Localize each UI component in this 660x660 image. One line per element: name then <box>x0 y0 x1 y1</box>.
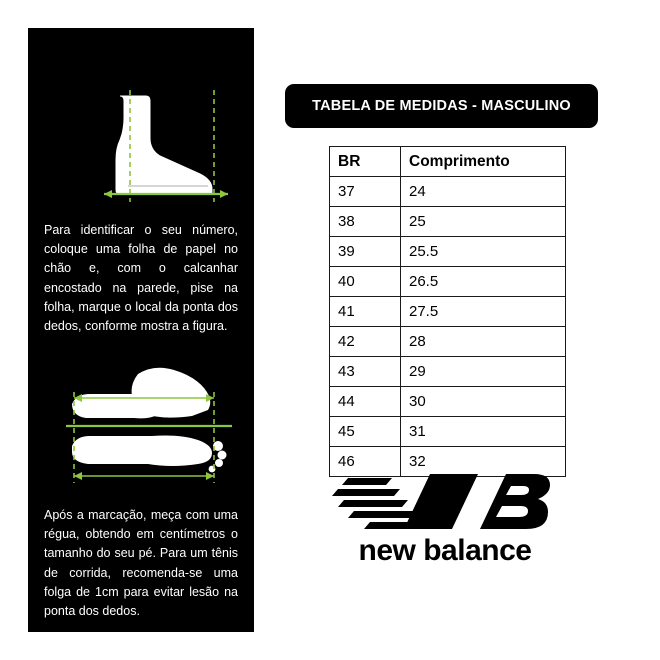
table-header-row <box>330 147 566 177</box>
table-row <box>330 237 566 267</box>
nb-logo-icon <box>330 472 560 534</box>
table-row <box>330 207 566 237</box>
cell-comprimento: 26.5 <box>401 267 566 297</box>
cell-br: 46 <box>330 447 401 477</box>
foot-top-view-figure <box>42 358 240 483</box>
column-header-br: BR <box>330 147 401 177</box>
brand-logo <box>330 472 560 572</box>
cell-br: 40 <box>330 267 401 297</box>
cell-comprimento: 25 <box>401 207 566 237</box>
size-table <box>329 146 566 477</box>
cell-br: 43 <box>330 357 401 387</box>
cell-comprimento: 27.5 <box>401 297 566 327</box>
cell-br: 45 <box>330 417 401 447</box>
chart-title: TABELA DE MEDIDAS - MASCULINO <box>312 98 571 114</box>
cell-comprimento: 24 <box>401 177 566 207</box>
table-row <box>330 267 566 297</box>
table-row <box>330 387 566 417</box>
brand-wordmark: new balance <box>358 534 532 567</box>
cell-br: 41 <box>330 297 401 327</box>
instruction-text-1: Para identificar o seu número, coloque uma folha de papel no chão e, com o calcanhar encostado na parede, pise na folha, marque o local da ponta dos dedos, conforme mostra a figura. <box>44 222 238 334</box>
table-row <box>330 327 566 357</box>
size-table-container <box>329 146 566 477</box>
cell-comprimento: 30 <box>401 387 566 417</box>
cell-br: 42 <box>330 327 401 357</box>
table-row <box>330 357 566 387</box>
instruction-text-2: Após a marcação, meça com uma régua, obtendo em centímetros o tamanho do seu pé. Para um tênis de corrida, recomenda-se uma folga de 1cm para evitar lesão na ponta dos dedos. <box>44 507 238 619</box>
cell-comprimento: 29 <box>401 357 566 387</box>
cell-br: 44 <box>330 387 401 417</box>
cell-comprimento: 32 <box>401 447 566 477</box>
table-row <box>330 417 566 447</box>
column-header-comprimento: Comprimento <box>401 147 566 177</box>
table-body <box>330 177 566 477</box>
instructions-panel <box>28 28 254 632</box>
cell-br: 39 <box>330 237 401 267</box>
cell-comprimento: 28 <box>401 327 566 357</box>
cell-comprimento: 31 <box>401 417 566 447</box>
foot-side-view-figure <box>42 90 240 202</box>
chart-title-banner <box>285 84 598 128</box>
table-row <box>330 297 566 327</box>
cell-comprimento: 25.5 <box>401 237 566 267</box>
cell-br: 37 <box>330 177 401 207</box>
table-row <box>330 177 566 207</box>
cell-br: 38 <box>330 207 401 237</box>
